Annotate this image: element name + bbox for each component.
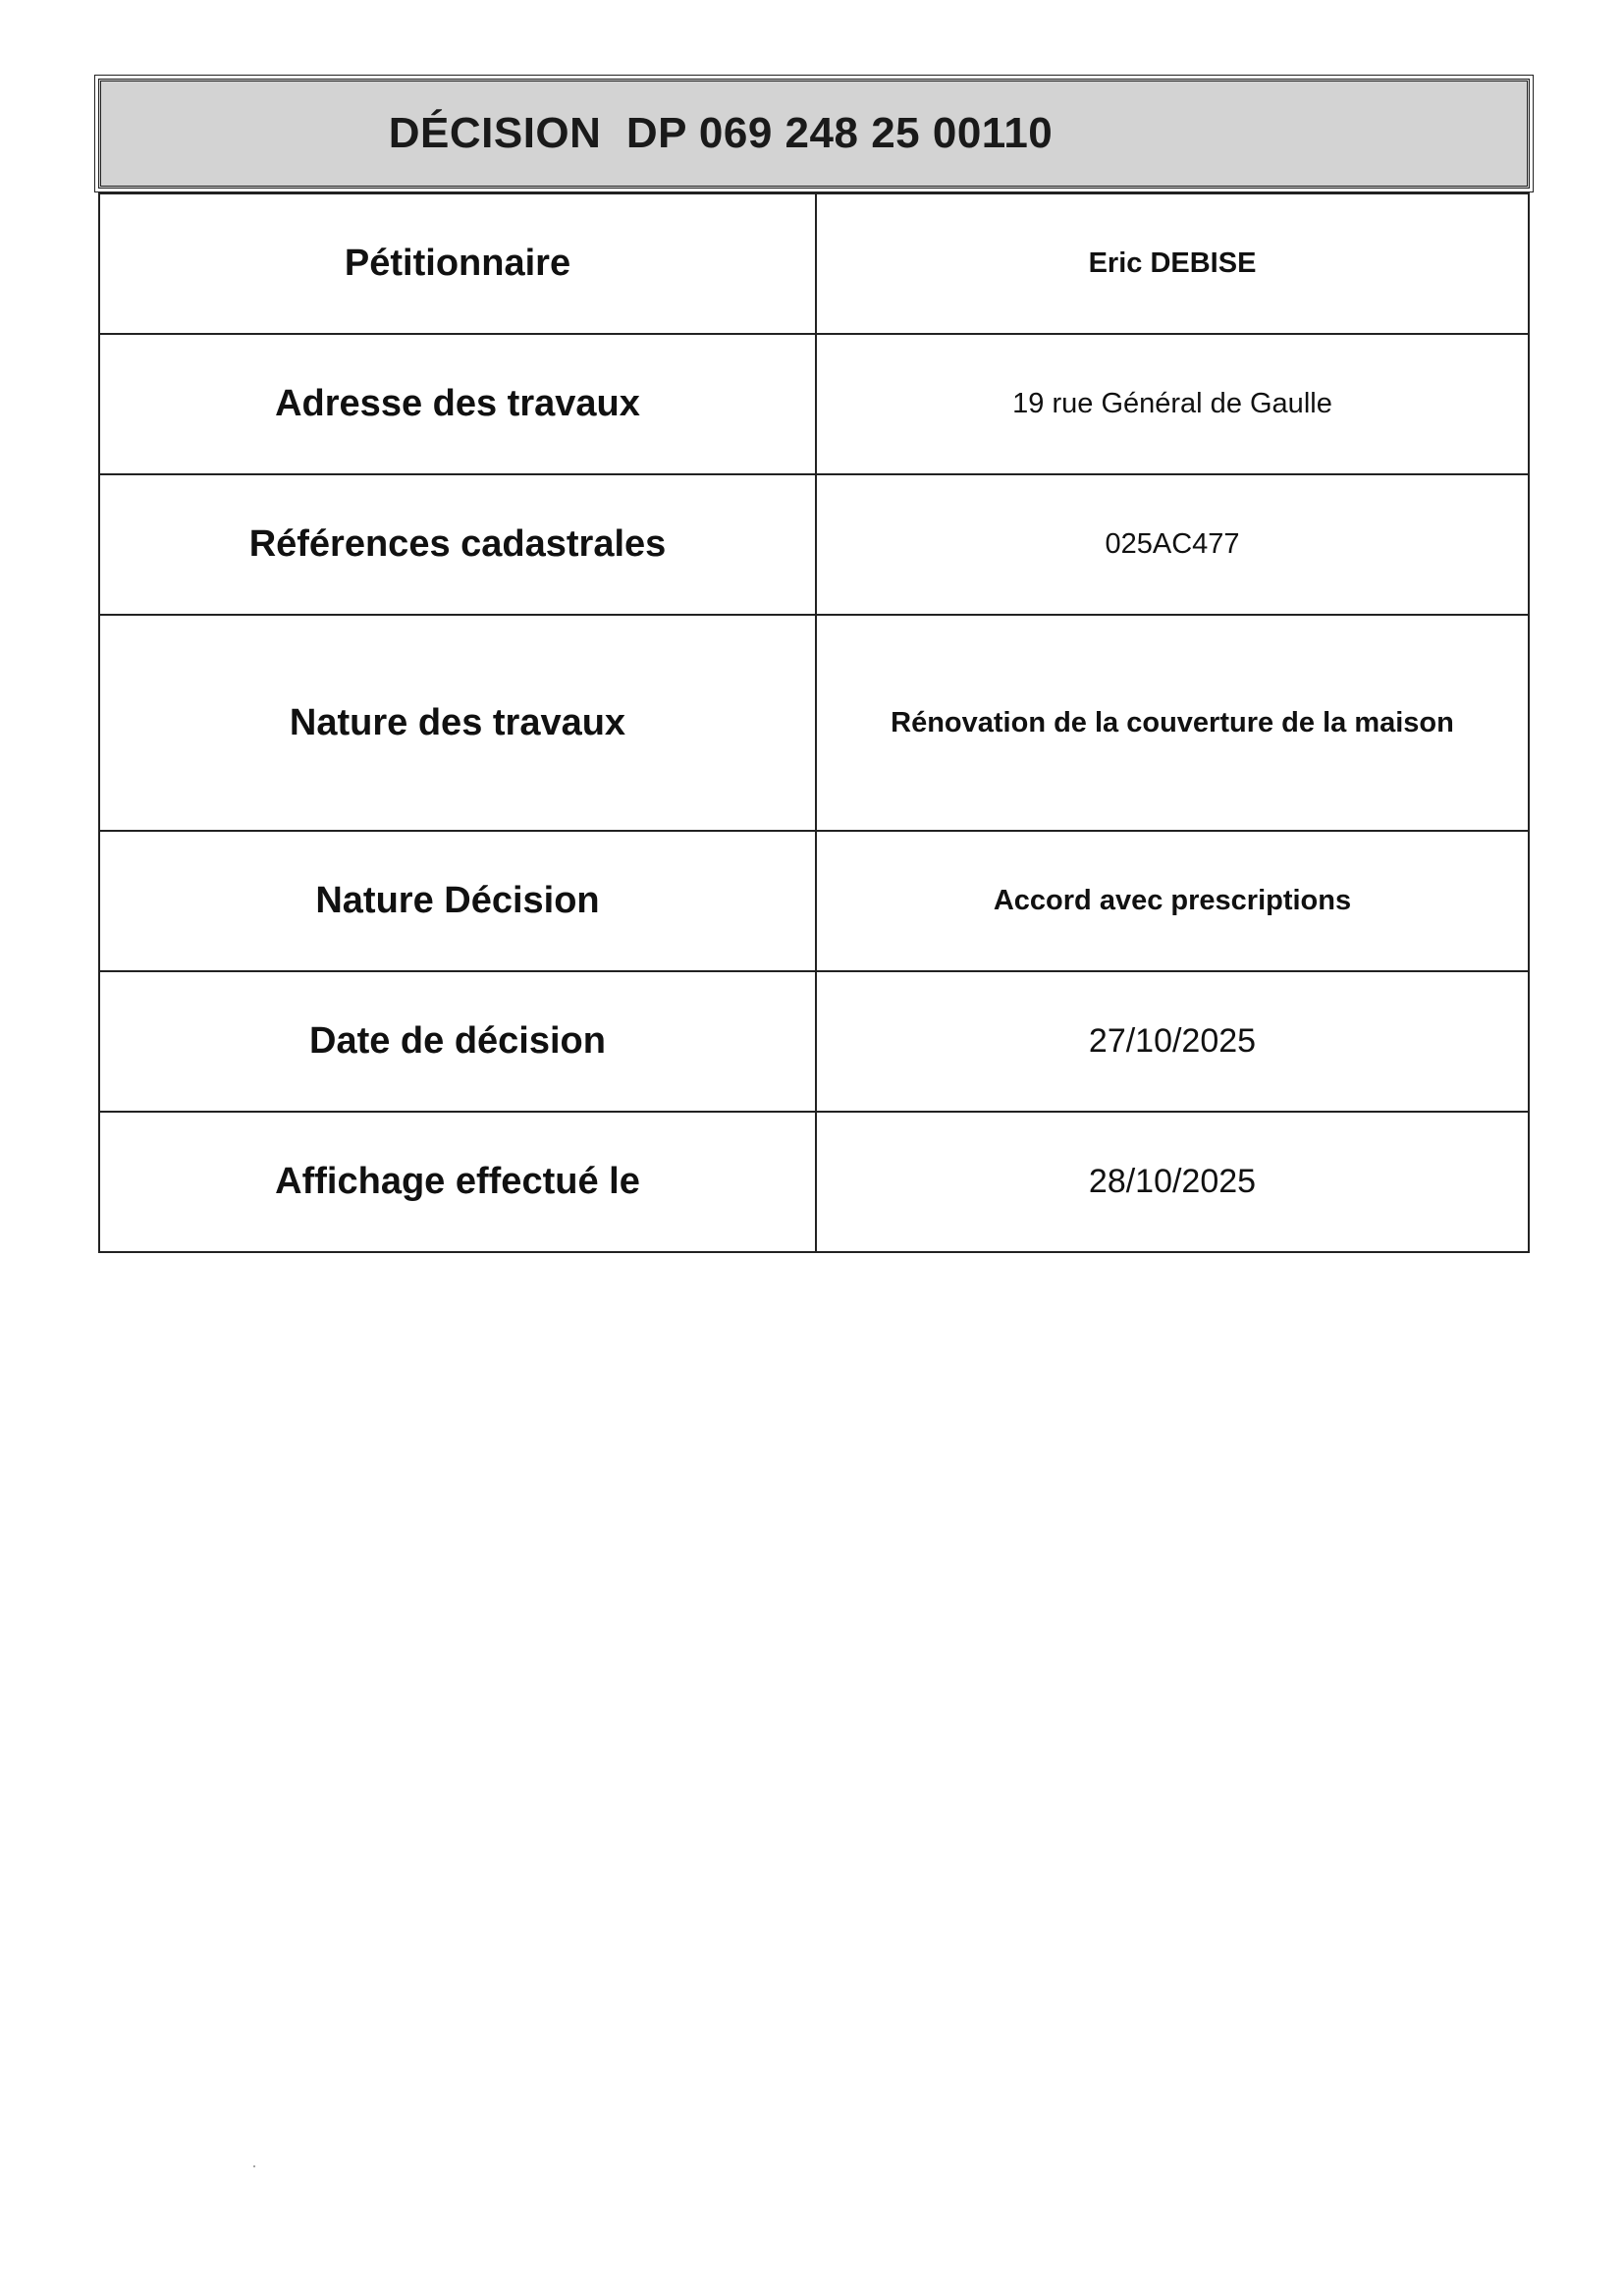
decision-title: DÉCISION DP 069 248 25 00110 [388,109,1054,157]
table-row [99,334,1529,474]
row-label-petitionnaire: Pétitionnaire [99,193,816,334]
row-label-adresse: Adresse des travaux [99,334,816,474]
row-label-date-decision: Date de décision [99,971,816,1112]
row-label-references: Références cadastrales [99,474,816,615]
row-value-affichage: 28/10/2025 [816,1112,1529,1252]
decision-info-table [98,192,1530,1253]
row-value-references: 025AC477 [816,474,1529,615]
row-label-affichage: Affichage effectué le [99,1112,816,1252]
table-row [99,615,1529,831]
table-row [99,1112,1529,1252]
table-row [99,193,1529,334]
table-row [99,831,1529,971]
row-value-adresse: 19 rue Général de Gaulle [816,334,1529,474]
scan-speck [253,2165,255,2167]
decision-title-box [98,79,1530,189]
row-value-date-decision: 27/10/2025 [816,971,1529,1112]
table-row [99,474,1529,615]
row-value-nature-travaux: Rénovation de la couverture de la maison [816,615,1529,831]
row-label-nature-travaux: Nature des travaux [99,615,816,831]
row-value-petitionnaire: Eric DEBISE [816,193,1529,334]
decision-sheet [94,79,1532,1253]
table-row [99,971,1529,1112]
row-label-nature-decision: Nature Décision [99,831,816,971]
row-value-nature-decision: Accord avec prescriptions [816,831,1529,971]
